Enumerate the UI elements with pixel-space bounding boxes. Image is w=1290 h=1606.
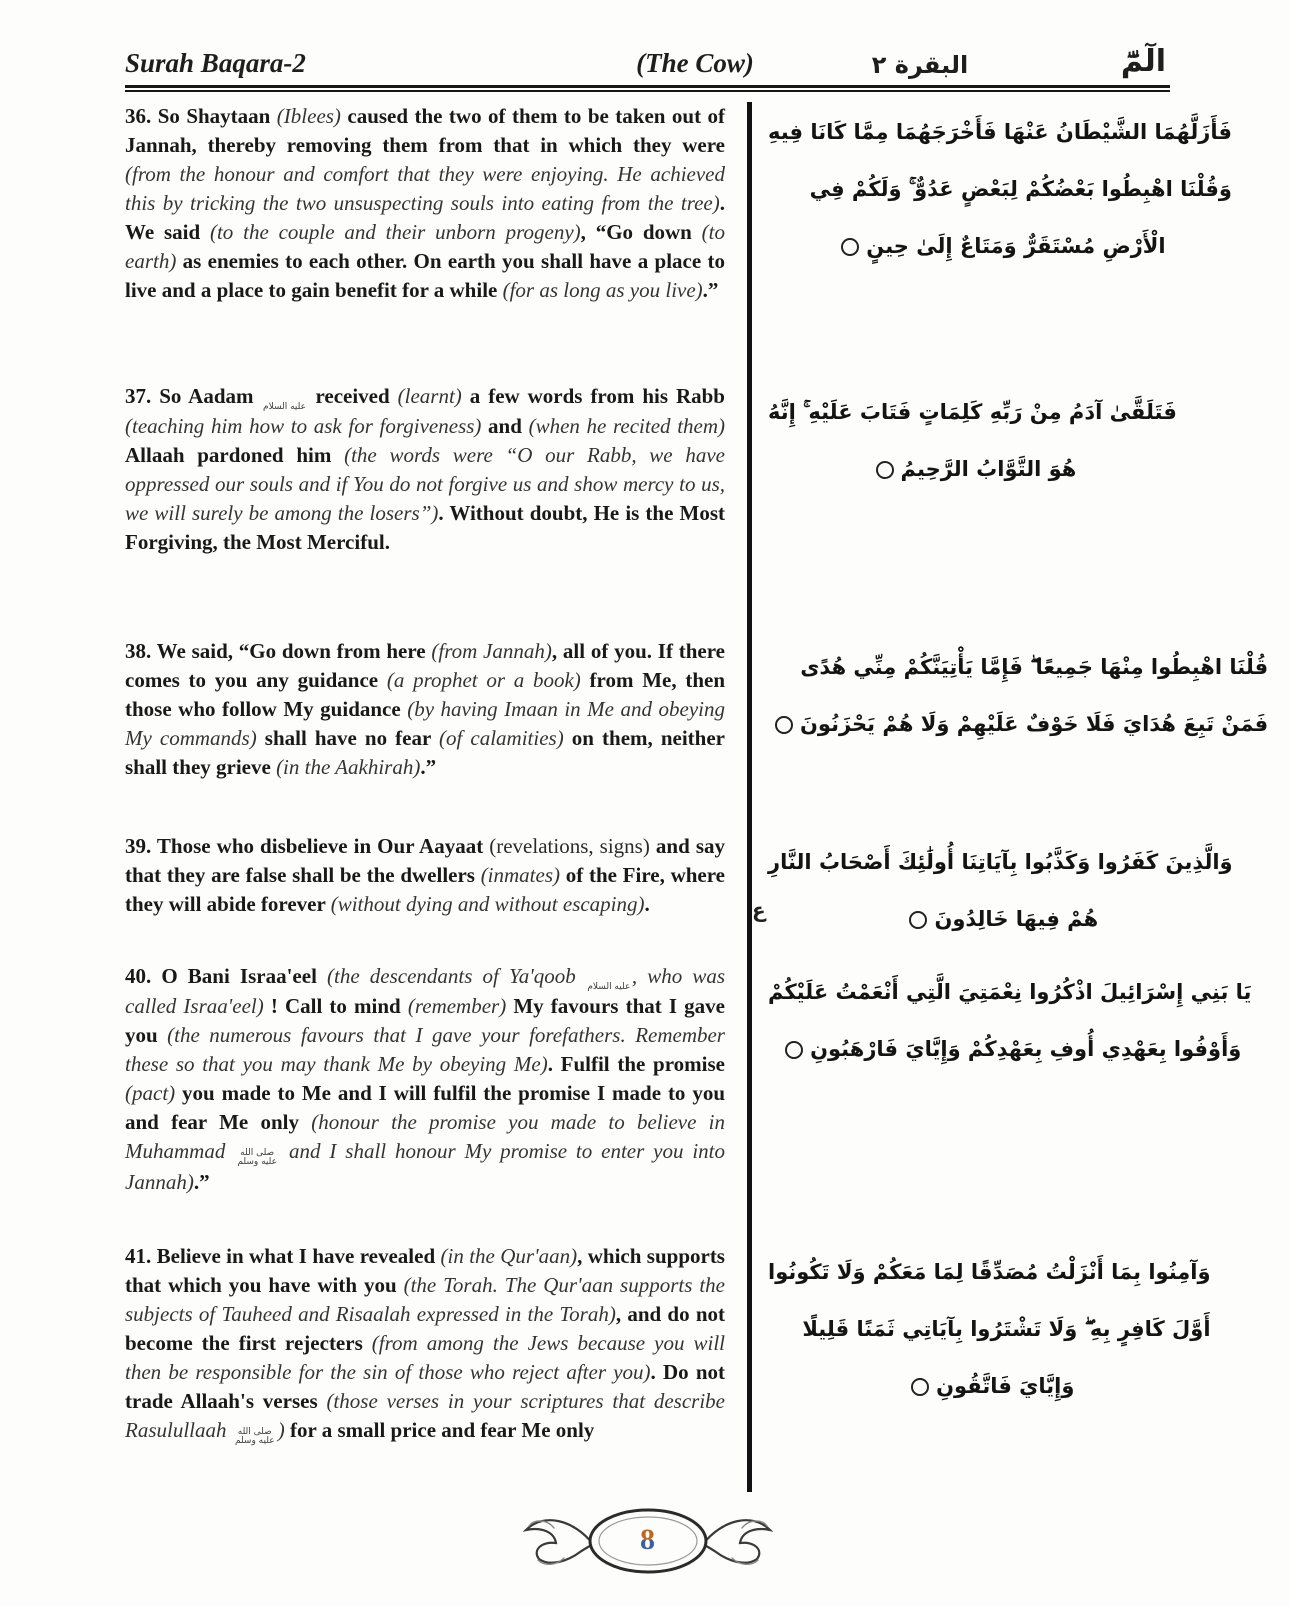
ayah-end-icon (775, 716, 793, 734)
verse-row (125, 637, 1269, 832)
verse-text-segment: (when he recited them) (528, 414, 726, 439)
verse-text-segment: . Fulfil the promise (547, 1052, 725, 1077)
verse-text-segment: 37. So Aadam (125, 384, 262, 408)
arabic-verse-line: فَمَنْ تَبِعَ هُدَايَ فَلَا خَوْفٌ عَلَيْهِمْ وَلَا هُمْ يَحْزَنُونَ (768, 696, 1268, 753)
verse-text-segment: My favours that I gave you (125, 994, 725, 1048)
verse-text-segment: . Without doubt, He is the Most Forgiving, the Most Merciful. (125, 501, 725, 555)
ayah-end-icon (909, 911, 927, 929)
verse-english-column (125, 962, 752, 1242)
verse-text-segment: as enemies to each other. On earth you shall have a place to live and a place to gain benefit for a while (125, 249, 725, 302)
verse-text-segment: (by having Imaan in Me and obeying My commands) (125, 697, 725, 750)
verse-text-segment: (from among the Jews because you will then be responsible for the sin of those who reject after you) (125, 1331, 725, 1384)
verse-text-segment: (the words were “O our Rabb, we have oppressed our souls and if You do not forgive us and show mercy to us, we will surely be among the losers”) (125, 443, 726, 526)
ayah-end-icon (911, 1378, 929, 1396)
arabic-verse-line: فَأَزَلَّهُمَا الشَّيْطَانُ عَنْهَا فَأَخْرَجَهُمَا مِمَّا كَانَا فِيهِ (768, 120, 1232, 144)
verse-text-segment: .” (420, 755, 437, 779)
verse-text-segment: caused the two of them to be taken out of Jannah, thereby removing them from that in which they were (125, 104, 725, 157)
arabic-verse-line: الْأَرْضِ مُسْتَقَرٌّ وَمَتَاعٌ إِلَىٰ حِينٍ (768, 218, 1232, 275)
verse-english-paragraph (125, 102, 725, 305)
verse-english-paragraph (125, 382, 725, 557)
verse-text-segment: (learnt) (397, 384, 462, 408)
arabic-verse-line: قُلْنَا اهْبِطُوا مِنْهَا جَمِيعًا ۖ فَإِمَّا يَأْتِيَنَّكُمْ مِنِّي هُدًى (800, 655, 1269, 679)
arabic-verse-line: وَقُلْنَا اهْبِطُوا بَعْضُكُمْ لِبَعْضٍ عَدُوٌّ ۚ وَلَكُمْ فِي (809, 177, 1232, 201)
verse-text-segment: , all of you. If there comes to you any guidance (125, 639, 725, 692)
verse-english-column (125, 832, 752, 962)
verse-text-segment: (pact) (125, 1081, 176, 1106)
arabic-verse-line: وَالَّذِينَ كَفَرُوا وَكَذَّبُوا بِآيَاتِنَا أُولَٰئِكَ أَصْحَابُ النَّارِ (768, 850, 1233, 874)
verse-text-segment: a few words from his Rabb (461, 384, 725, 408)
honorific-icon: صلى الله عليه وسلم (234, 1426, 275, 1446)
verse-text-segment: (the numerous favours that I gave your forefathers. Remember these so that you may thank Me by obeying Me) (125, 1023, 725, 1077)
page-header (125, 44, 1170, 79)
verse-text-segment: (revelations, signs) (489, 834, 650, 858)
verse-text-segment: (the Torah. The Qur'aan supports the subjects of Tauheed and Risaalah expressed in the Torah) (125, 1273, 725, 1326)
surah-name-arabic: البقرة ٢ (871, 51, 969, 79)
verse-english-column (125, 382, 752, 637)
verse-arabic-column (752, 102, 1232, 382)
header-rule (125, 85, 1170, 92)
verse-text-segment: . Do not trade Allaah's verses (125, 1360, 725, 1413)
verse-text-segment: (in the Qur'aan) (440, 1244, 578, 1268)
page-number: 8 (640, 1523, 655, 1557)
verse-english-paragraph (125, 962, 725, 1197)
ayah-end-icon (876, 461, 894, 479)
verse-text-segment: (teaching him how to ask for forgiveness) (125, 414, 482, 439)
verse-text-segment: from Me, then those who follow My guidance (125, 668, 725, 721)
verse-row (125, 832, 1233, 962)
verse-text-segment: . We said (125, 191, 725, 244)
verse-arabic-column (752, 832, 1233, 962)
ruku-marker: ع (752, 898, 766, 922)
verse-text-segment: Allaah pardoned him (125, 443, 345, 468)
header-rule-thin-line (125, 90, 1170, 92)
verse-text-segment: 39. Those who disbelieve in Our Aayaat (125, 834, 490, 858)
verse-arabic-column (752, 382, 1177, 637)
verse-arabic-column (752, 1242, 1211, 1492)
verse-text-segment: 40. O Bani Israa'eel (125, 964, 328, 988)
verse-text-segment: , who was called Israa'eel) (125, 964, 725, 1019)
juz-marker-alif-laam-meem: الٓمّٓ (1120, 44, 1166, 79)
page-number-ornament (518, 1500, 778, 1586)
verse-text-segment: 38. We said, “Go down from here (125, 639, 432, 663)
arabic-verse-line: وَآمِنُوا بِمَا أَنْزَلْتُ مُصَدِّقًا لِمَا مَعَكُمْ وَلَا تَكُونُوا (768, 1260, 1211, 1284)
verse-text-segment: (honour the promise you made to believe in Muhammad (125, 1110, 725, 1164)
verse-text-segment: (a prophet or a book) (386, 668, 581, 692)
verse-text-segment: (to the couple and their unborn progeny) (209, 220, 581, 244)
surah-subtitle: (The Cow) (636, 48, 754, 78)
verse-text-segment: 41. Believe in what I have revealed (125, 1244, 441, 1268)
verse-text-segment: (for as long as you live) (502, 278, 703, 302)
verse-text-segment: (without dying and without escaping) (330, 892, 645, 916)
verse-row (125, 1242, 1211, 1492)
arabic-verse-line: هُوَ التَّوَّابُ الرَّحِيمُ (768, 441, 1177, 498)
verse-arabic-column (752, 962, 1251, 1242)
arabic-verse-line: أَوَّلَ كَافِرٍ بِهِ ۖ وَلَا تَشْتَرُوا بِآيَاتِي ثَمَنًا قَلِيلًا (802, 1317, 1211, 1341)
arabic-verse-line: يَا بَنِي إِسْرَائِيلَ اذْكُرُوا نِعْمَتِيَ الَّتِي أَنْعَمْتُ عَلَيْكُمْ (768, 980, 1252, 1004)
verse-text-segment: (from Jannah) (431, 639, 552, 663)
header-rule-thick-line (125, 85, 1170, 88)
verse-text-segment: and I shall honour My promise to enter you into Jannah) (125, 1139, 725, 1194)
verse-text-segment: for a small price and fear Me only (284, 1418, 595, 1442)
honorific-icon: صلى الله عليه وسلم (237, 1148, 277, 1168)
arabic-verse-line: فَتَلَقَّىٰ آدَمُ مِنْ رَبِّهِ كَلِمَاتٍ فَتَابَ عَلَيْهِ ۚ إِنَّهُ (768, 400, 1177, 424)
verse-text-segment: ) (277, 1418, 285, 1442)
verse-text-segment: (the descendants of Ya'qoob (327, 964, 586, 988)
verse-english-column (125, 102, 752, 382)
verse-text-segment: .” (702, 278, 719, 302)
verse-text-segment: on them, neither shall they grieve (125, 726, 725, 779)
verses-container (125, 102, 1269, 1492)
verse-row (125, 962, 1252, 1242)
verse-text-segment: of the Fire, where they will abide forever (125, 863, 725, 916)
ayah-end-icon (785, 1041, 803, 1059)
page-footer (125, 1500, 1170, 1586)
verse-english-paragraph (125, 637, 725, 782)
verse-text-segment: received (307, 384, 398, 408)
verse-english-column (125, 1242, 752, 1492)
verse-text-segment: 36. So Shaytaan (125, 104, 277, 128)
verse-row (125, 102, 1232, 382)
honorific-icon: عليه السلام (587, 982, 631, 992)
verse-text-segment: (from the honour and comfort that they were enjoying. He achieved this by tricking the two unsuspecting souls into eating from the tree) (125, 162, 725, 215)
verse-text-segment: (inmates) (480, 863, 561, 887)
verse-text-segment: , “Go down (580, 220, 702, 244)
verse-text-segment: ! Call to mind (263, 994, 408, 1019)
verse-text-segment: (of calamities) (439, 726, 564, 750)
verse-text-segment: , which supports that which you have with you (125, 1244, 725, 1297)
verse-text-segment: (Iblees) (276, 104, 341, 128)
verse-text-segment: and (481, 414, 529, 439)
surah-title: Surah Baqara-2 (125, 48, 306, 78)
verse-text-segment: . (644, 892, 650, 916)
arabic-verse-line: هُمْ فِيهَا خَالِدُونَ (768, 891, 1233, 948)
arabic-verse-line: وَأَوْفُوا بِعَهْدِي أُوفِ بِعَهْدِكُمْ وَإِيَّايَ فَارْهَبُونِ (768, 1021, 1251, 1078)
verse-english-paragraph (125, 1242, 725, 1446)
honorific-icon: عليه السلام (263, 402, 306, 412)
verse-text-segment: (in the Aakhirah) (276, 755, 421, 779)
verse-text-segment: (to earth) (125, 220, 725, 273)
verse-text-segment: (those verses in your scriptures that describe Rasulullaah (125, 1389, 725, 1442)
verse-text-segment: and say that they are false shall be the dwellers (125, 834, 725, 887)
ayah-end-icon (841, 238, 859, 256)
verse-text-segment: , and do not become the first rejecters (125, 1302, 725, 1355)
verse-english-paragraph (125, 832, 725, 919)
verse-text-segment: (remember) (407, 994, 507, 1019)
verse-text-segment: shall have no fear (256, 726, 439, 750)
verse-row (125, 382, 1177, 637)
arabic-verse-line: وَإِيَّايَ فَاتَّقُونِ (768, 1358, 1211, 1415)
verse-text-segment: you made to Me and I will fulfil the promise I made to you and fear Me only (125, 1081, 725, 1135)
verse-arabic-column (752, 637, 1268, 832)
verse-text-segment: .” (193, 1169, 210, 1194)
verse-english-column (125, 637, 752, 832)
